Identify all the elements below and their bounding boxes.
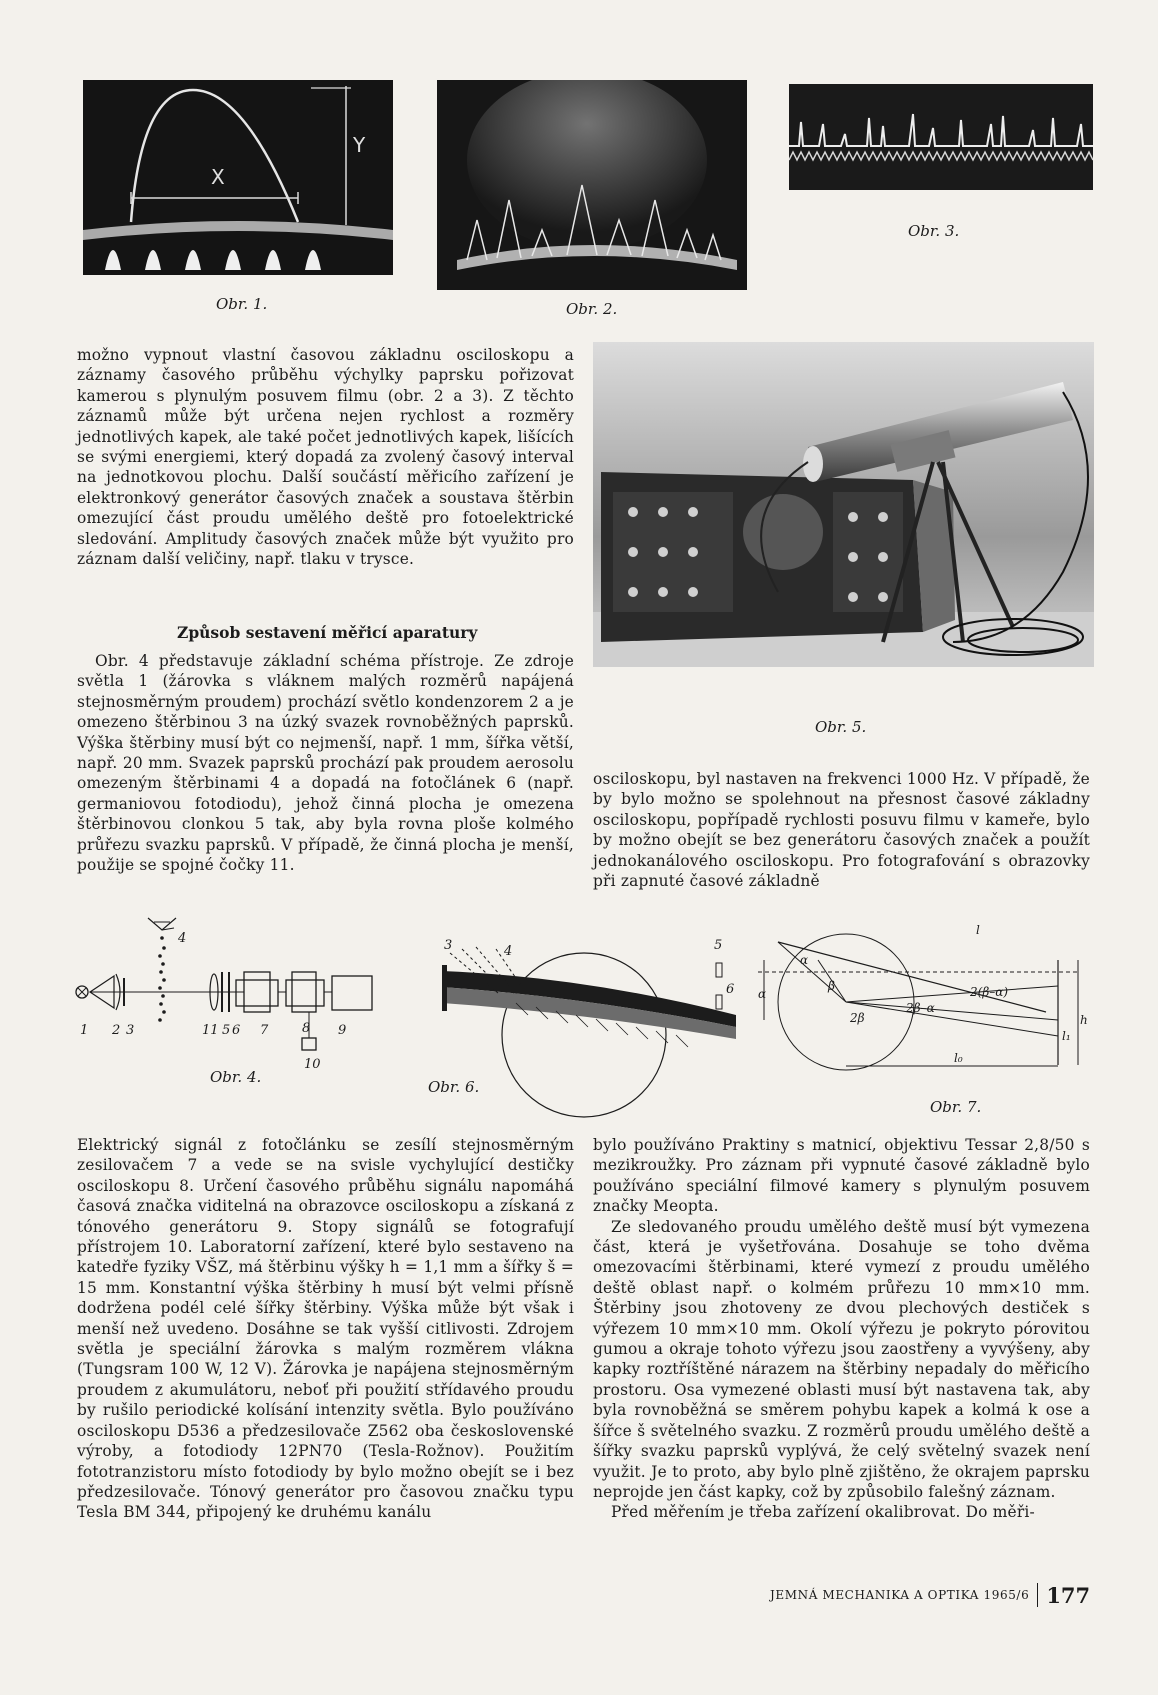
paragraph: osciloskopu, byl nastaven na frekvenci 1000 Hz. V případě, že by bylo možno se spolehnout na přesnost časové základny osciloskopu, popřípadě rychlosti posuvu filmu v kameře, bylo by možno obejít se bez generátoru časových značek a použít jednokanálového osciloskopu. Pro fotografování s obrazovky při zapnuté časové základně — [593, 770, 1090, 891]
paragraph: Obr. 4 představuje základní schéma přístroje. Ze zdroje světla 1 (žárovka s vláknem malých rozměrů napájená stejnosměrným proudem) prochází světlo kondenzorem 2 a je omezeno štěrbinou 3 na úzký svazek rovnoběžných paprsků. Výška štěrbiny musí být co nejmenší, např. 1 mm, šířka větší, např. 20 mm. Svazek paprsků prochází pak proudem aerosolu omezeným štěrbinami 4 a dopadá na fotočlánek 6 (např. germaniovou fotodiodu), jehož činná plocha je omezena štěrbinovou clonkou 5 tak, aby byla rovna ploše kolmého průřezu svazku paprsků. V případě, že činná plocha je menší, použije se spojné čočky 11. — [77, 652, 574, 875]
fig1-y-label: Y — [353, 133, 366, 157]
fig4-label: 7 — [260, 1023, 269, 1038]
figure-6-caption: Obr. 6. — [428, 1078, 480, 1096]
fig4-label: 5 — [222, 1023, 231, 1038]
fig4-label: 11 — [202, 1023, 219, 1038]
fig1-x-label: X — [211, 165, 225, 189]
fig7-label: l₀ — [954, 1051, 963, 1065]
fig6-label: 4 — [504, 944, 513, 959]
paragraph: Elektrický signál z fotočlánku se zesílí stejnosměrným zesilovačem 7 a vede se na svisle vychylující destičky osciloskopu 8. Určení časového průběhu signálu napomáhá časová značka viditelná na obrazovce osciloskopu a získaná z tónového generátoru 9. Stopy signálů se fotografují přístrojem 10. Laboratorní zařízení, které bylo sestaveno na katedře fyziky VŠZ, má štěrbinu výšky h = 1,1 mm a šířky š = 15 mm. Konstantní výška štěrbiny h musí být velmi přísně dodržena podél celé šířky štěrbiny. Výška může být však i menší než uvedeno. Dosáhne se tak vyšší citlivosti. Zdrojem světla je speciální žárovka s malým rozměrem vlákna (Tungsram 100 W, 12 V). Žárovka je napájena stejnosměrným proudem z akumulátoru, neboť při použití střídavého proudu by rušilo periodické kolísání intenzity světla. Bylo používáno osciloskopu D536 a předzesilovače Z562 oba československé výroby, a fotodiody 12PN70 (Tesla-Rožnov). Použitím fototranzistoru místo fotodiody by bylo možno obejít se i bez předzesilovače. Tónový generátor pro časovou značku typu Tesla BM 344, připojený ke druhému kanálu — [77, 1136, 574, 1522]
left-column-top-text — [77, 345, 574, 569]
fig4-label: 9 — [338, 1023, 347, 1038]
footer-divider — [1037, 1583, 1038, 1607]
fig4-label: 8 — [302, 1021, 311, 1036]
fig4-label: 4 — [178, 931, 187, 946]
figure-7-diagram — [758, 920, 1098, 1095]
fig7-label: 2β — [850, 1011, 865, 1025]
page-number: 177 — [1046, 1582, 1091, 1608]
fig7-label: α — [758, 987, 767, 1001]
figure-5-photo — [593, 342, 1094, 667]
fig4-label: 6 — [232, 1023, 241, 1038]
paragraph: bylo používáno Praktiny s matnicí, objektivu Tessar 2,8/50 s mezikroužky. Pro záznam při vypnuté časové základně bylo používáno speciální filmové kamery s plynulým posuvem značky Meopta. — [593, 1136, 1090, 1216]
figure-6-diagram — [436, 935, 746, 1125]
figure-2-photo — [437, 80, 747, 290]
figure-7-caption: Obr. 7. — [930, 1098, 982, 1116]
paragraph: možno vypnout vlastní časovou základnu osciloskopu a záznamy časového průběhu výchylky paprsku pořizovat kamerou s plynulým posuvem filmu (obr. 2 a 3). Z těchto záznamů může být určena nejen rychlost a rozměry jednotlivých kapek, ale také počet jednotlivých kapek, lišících se svými energiemi, který dopadá za zvolený časový interval na jednotkovou plochu. Další součástí měřicího zařízení je elektronkový generátor časových značek a soustava štěrbin omezující část proudu umělého deště pro fotoelektrické sledování. Amplitudy časových značek může být využito pro záznam další veličiny, např. tlaku v trysce. — [77, 346, 574, 569]
figure-3-photo — [789, 84, 1093, 190]
right-column-mid-text — [593, 769, 1090, 891]
fig7-label: l — [976, 923, 980, 937]
paragraph: Před měřením je třeba zařízení okalibrovat. Do měři- — [611, 1503, 1035, 1522]
fig7-label: h — [1080, 1013, 1088, 1027]
fig6-label: 3 — [444, 938, 453, 953]
figure-1-caption: Obr. 1. — [216, 295, 268, 313]
figure-4-caption: Obr. 4. — [210, 1068, 262, 1086]
paragraph: Ze sledovaného proudu umělého deště musí být vymezena část, která je vyšetřována. Dosahuje se toho dvěma omezovacími štěrbinami, které vymezí z proudu umělého deště oblast např. o kolmém průřezu 10 mm×10 mm. Štěrbiny jsou zhotoveny ze dvou plechových destiček s výřezem 10 mm×10 mm. Okolí výřezu je pokryto pórovitou gumou a okraje tohoto výřezu jsou zaostřeny a vyvýšeny, aby kapky roztříštěné nárazem na štěrbiny nepadaly do měřicího prostoru. Osa vymezené oblasti musí být nastavena tak, aby byla rovnoběžná se směrem pohybu kapek a kolmá k ose a šířce š světelného svazku. Z rozměrů proudu umělého deště a šířky svazku paprsků vyplývá, že celý světelný svazek není využit. Je to proto, aby bylo plně zjištěno, že okrajem paprsku neprojde jen část kapky, což by způsobilo falešný záznam. — [593, 1217, 1090, 1501]
journal-name: JEMNÁ MECHANIKA A OPTIKA 1965/6 — [770, 1588, 1030, 1602]
fig6-label: 6 — [726, 982, 735, 997]
fig7-label: 2(β–α) — [970, 985, 1009, 999]
fig7-label: β — [828, 979, 835, 993]
fig7-label: 2β–α — [906, 1001, 935, 1015]
figure-5-caption: Obr. 5. — [815, 718, 867, 736]
fig7-label: α — [800, 953, 809, 967]
figure-2-caption: Obr. 2. — [566, 300, 618, 318]
fig7-label: l₁ — [1062, 1029, 1071, 1043]
figure-1-photo — [83, 80, 393, 275]
figure-4-diagram — [74, 900, 394, 1075]
section-heading: Způsob sestavení měřicí aparatury — [177, 623, 478, 642]
fig6-label: 5 — [714, 938, 723, 953]
left-column-mid-text — [77, 651, 574, 875]
fig4-label: 3 — [126, 1023, 135, 1038]
page-footer — [770, 1582, 1090, 1608]
right-column-bottom-text — [593, 1135, 1090, 1523]
fig4-label: 2 — [112, 1023, 121, 1038]
fig4-label: 1 — [80, 1023, 89, 1038]
left-column-bottom-text — [77, 1135, 574, 1523]
fig4-label: 10 — [304, 1057, 321, 1072]
figure-3-caption: Obr. 3. — [908, 222, 960, 240]
